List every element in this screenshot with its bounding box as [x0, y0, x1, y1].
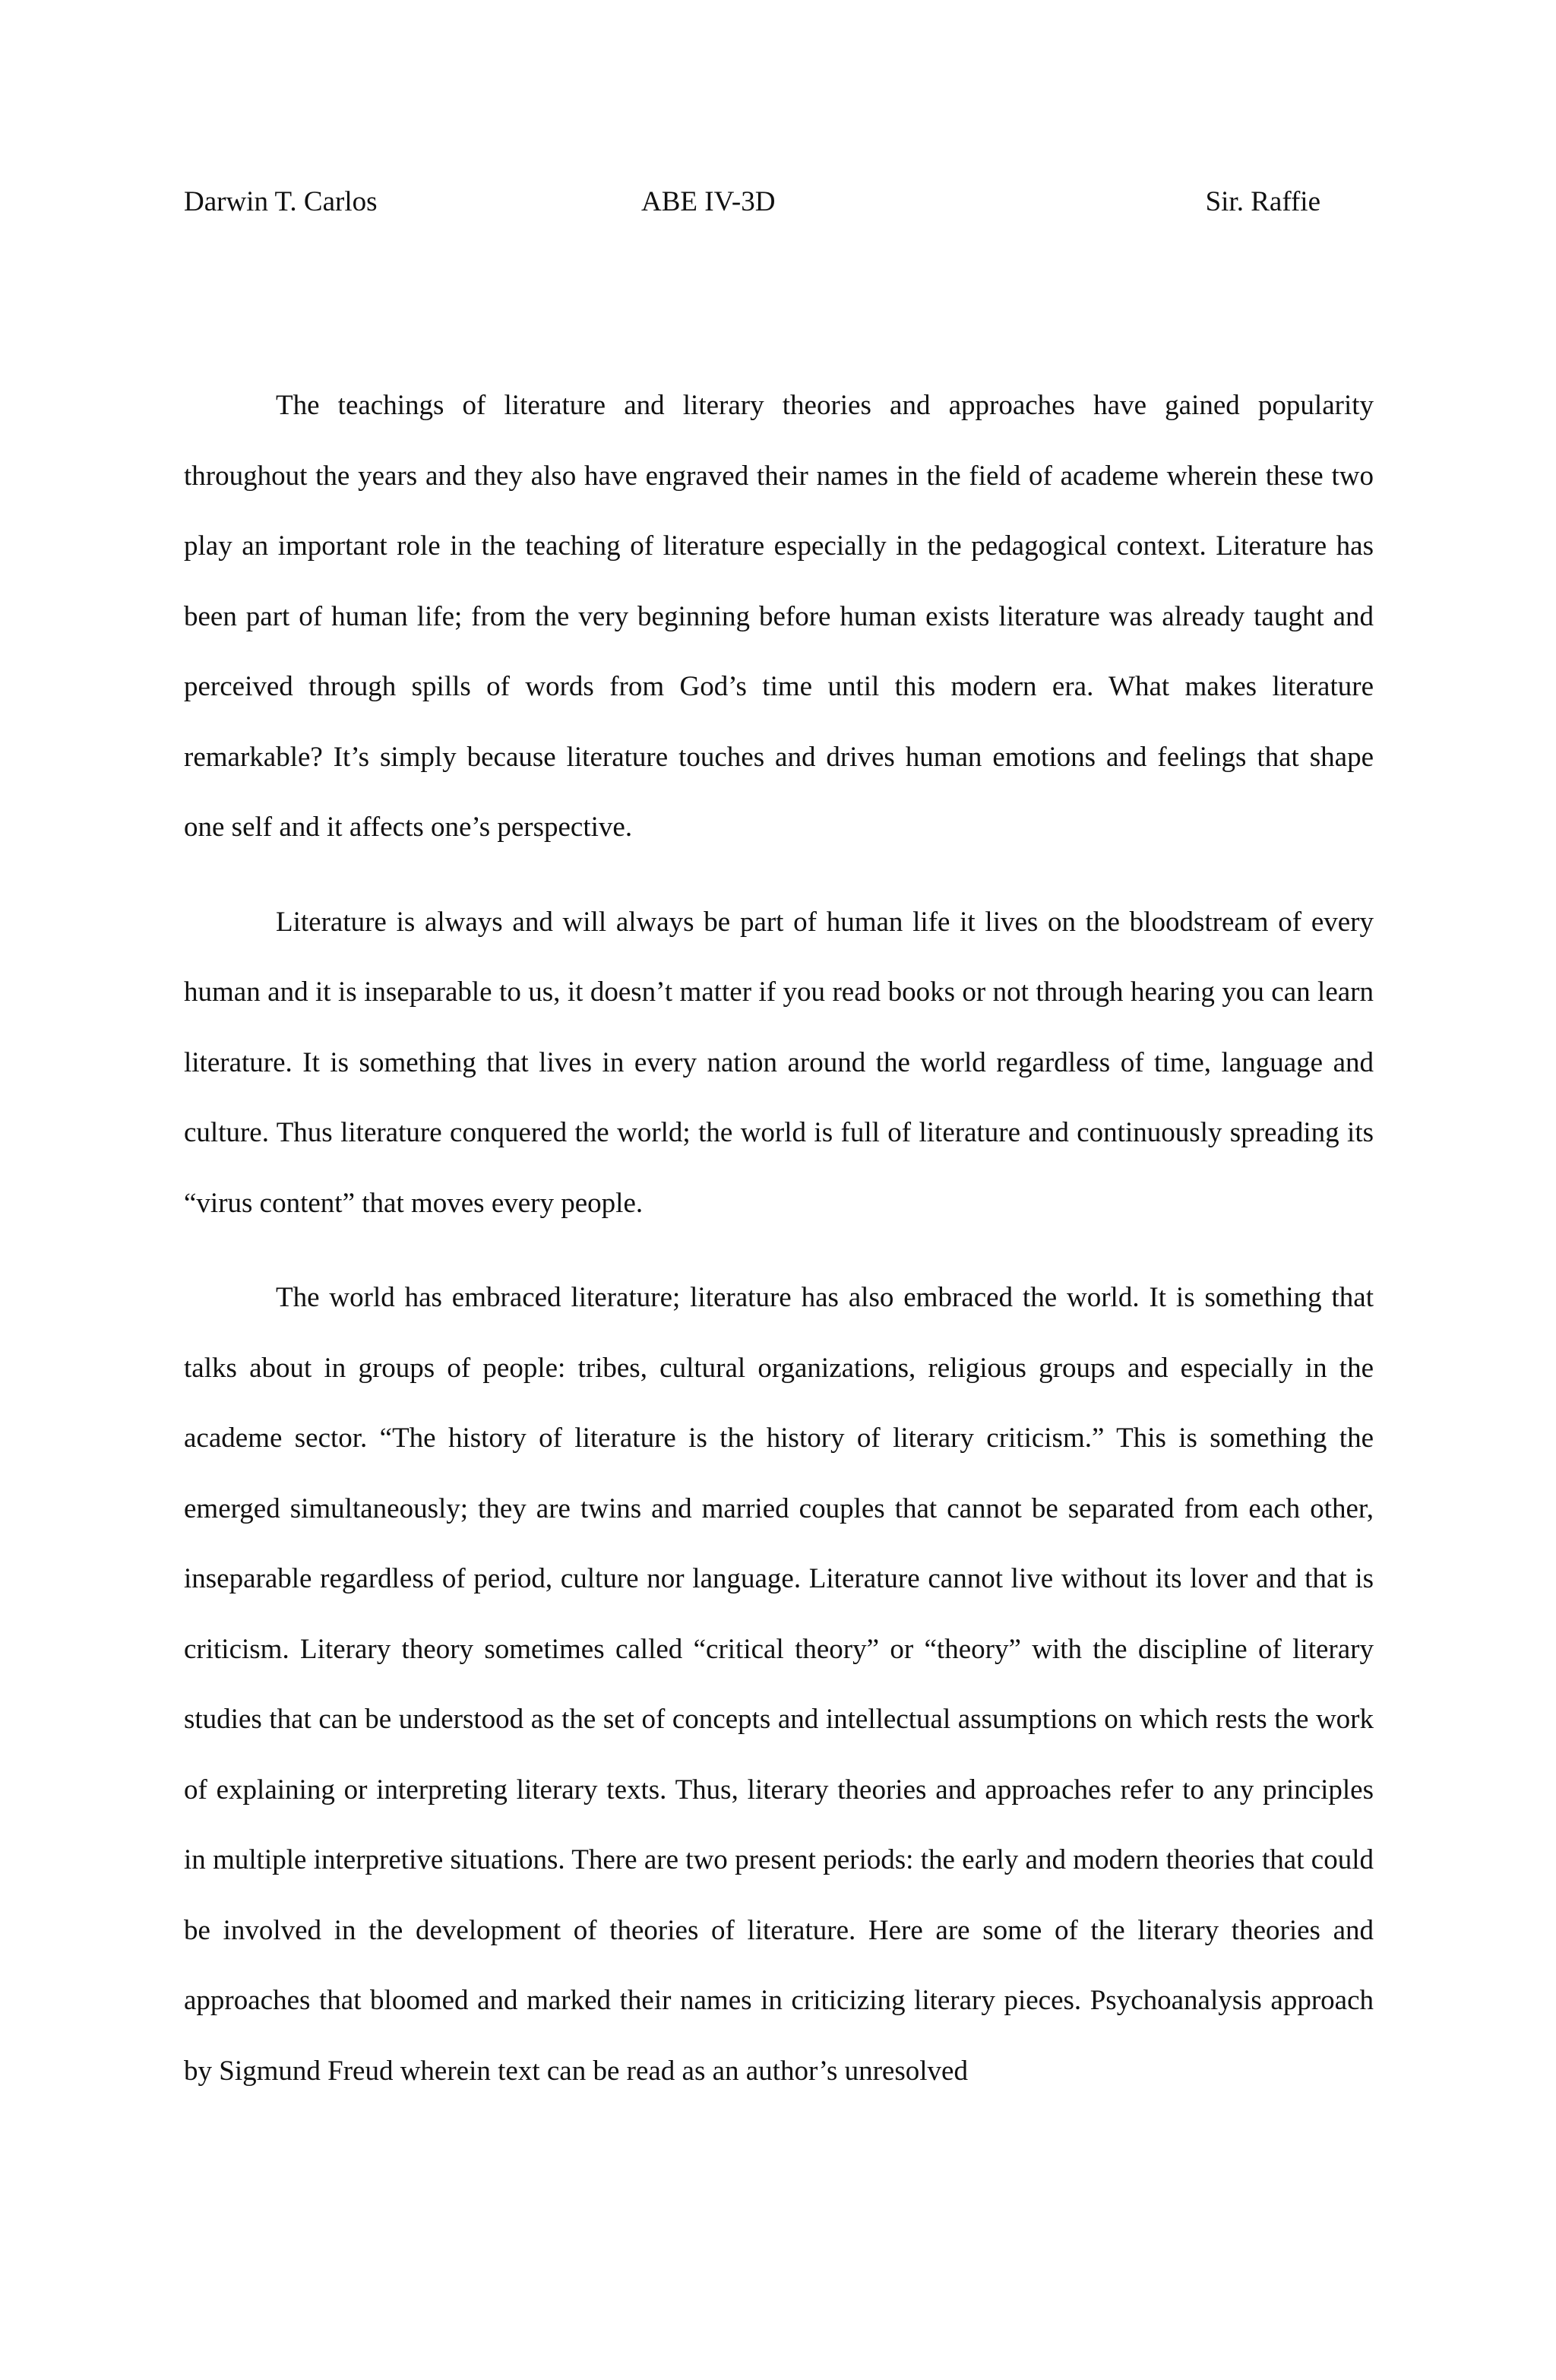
document-header	[184, 181, 1374, 223]
class-section: ABE IV-3D	[641, 186, 776, 217]
teacher-name: Sir. Raffie	[1205, 186, 1320, 217]
essay-paragraph-3: The world has embraced literature; literature has also embraced the world. It is something that talks about in groups of people: tribes, cultural organizations, religious groups and especially in the academe sector. “The history of literature is the history of literary criticism.” This is something the emerged simultaneously; they are twins and married couples that cannot be separated from each other, inseparable regardless of period, culture nor language. Literature cannot live without its lover and that is criticism. Literary theory sometimes called “critical theory” or “theory” with the discipline of literary studies that can be understood as the set of concepts and intellectual assumptions on which rests the work of explaining or interpreting literary texts. Thus, literary theories and approaches refer to any principles in multiple interpretive situations. There are two present periods: the early and modern theories that could be involved in the development of theories of literature. Here are some of the literary theories and approaches that bloomed and marked their names in criticizing literary pieces. Psychoanalysis approach by Sigmund Freud wherein text can be read as an author’s unresolved	[184, 1282, 1374, 2087]
essay-paragraph-1: The teachings of literature and literary theories and approaches have gained popularity throughout the years and they also have engraved their names in the field of academe wherein these two play an important role in the teaching of literature especially in the pedagogical context. Literature has been part of human life; from the very beginning before human exists literature was already taught and perceived through spills of words from God’s time until this modern era. What makes literature remarkable? It’s simply because literature touches and drives human emotions and feelings that shape one self and it affects one’s perspective.	[184, 390, 1374, 843]
essay-paragraph-2: Literature is always and will always be part of human life it lives on the bloodstream of every human and it is inseparable to us, it doesn’t matter if you read books or not through hearing you can learn literature. It is something that lives in every nation around the world regardless of time, language and culture. Thus literature conquered the world; the world is full of literature and continuously spreading its “virus content” that moves every people.	[184, 906, 1374, 1219]
essay-body	[184, 371, 1374, 2131]
student-name: Darwin T. Carlos	[184, 186, 378, 217]
